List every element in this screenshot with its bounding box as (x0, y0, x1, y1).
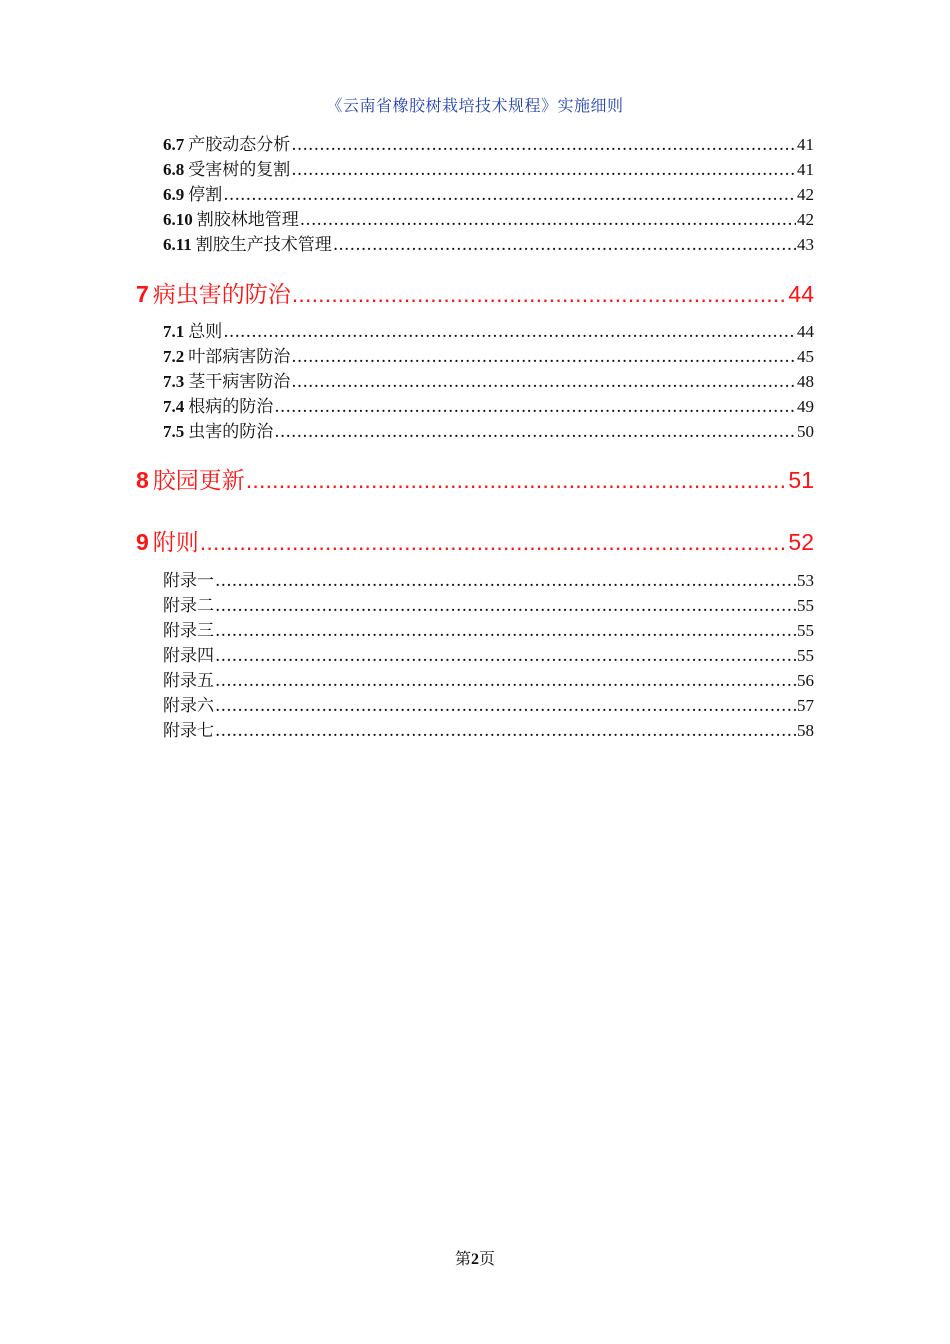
toc-appendix-page: 55 (797, 646, 814, 663)
toc-appendix-page: 55 (797, 621, 814, 638)
toc-appendix-title: 附录四 (163, 646, 214, 663)
toc-dot-leader (333, 235, 796, 252)
toc-dot-leader (215, 671, 796, 688)
toc-dot-leader (274, 397, 796, 414)
page-footer-suffix: 页 (479, 1249, 496, 1268)
toc-dot-leader (215, 696, 796, 713)
toc-entry-6-8[interactable] (163, 155, 814, 177)
toc-appendix-4[interactable] (163, 641, 814, 663)
toc-dot-leader (223, 322, 796, 339)
toc-chapter-number: 8 (136, 467, 149, 492)
toc-dot-leader (291, 135, 796, 152)
page-number: 2 (471, 1251, 479, 1268)
toc-chapter-title: 病虫害的防治 (152, 282, 291, 306)
toc-dot-leader (291, 160, 796, 177)
toc-appendix-title: 附录二 (163, 596, 214, 613)
toc-dot-leader (274, 422, 796, 439)
toc-chapter-number: 7 (136, 281, 149, 306)
toc-entry-page: 45 (797, 347, 814, 364)
toc-dot-leader (215, 721, 796, 738)
page-footer-prefix: 第 (454, 1249, 471, 1268)
toc-entry-7-1[interactable] (163, 317, 814, 339)
toc-dot-leader (223, 185, 796, 202)
toc-entry-6-9[interactable] (163, 180, 814, 202)
toc-entry-title: 受害树的复割 (188, 160, 291, 177)
toc-entry-number: 6.11 (163, 235, 192, 252)
toc-entry-page: 48 (797, 372, 814, 389)
toc-appendix-title: 附录五 (163, 671, 214, 688)
page-footer (0, 1246, 950, 1269)
toc-entry-number: 6.8 (163, 160, 185, 177)
toc-appendix-5[interactable] (163, 666, 814, 688)
toc-dot-leader (215, 621, 796, 638)
toc-appendix-page: 57 (797, 696, 814, 713)
toc-appendix-2[interactable] (163, 591, 814, 613)
toc-dot-leader (246, 467, 788, 492)
toc-entry-number: 7.1 (163, 322, 185, 339)
toc-dot-leader (292, 281, 788, 306)
toc-entry-title: 产胶动态分析 (188, 135, 291, 152)
toc-entry-title: 总则 (188, 322, 223, 339)
toc-entry-page: 49 (797, 397, 814, 414)
toc-chapter-9[interactable] (136, 524, 814, 554)
toc-entry-number: 7.4 (163, 397, 185, 414)
toc-entry-title: 根病的防治 (188, 397, 274, 414)
toc-appendix-3[interactable] (163, 616, 814, 638)
toc-entry-title: 茎干病害防治 (188, 372, 291, 389)
toc-entry-title: 割胶林地管理 (196, 210, 299, 227)
toc-appendix-1[interactable] (163, 566, 814, 588)
toc-appendix-6[interactable] (163, 691, 814, 713)
toc-entry-page: 43 (797, 235, 814, 252)
toc-appendix-title: 附录六 (163, 696, 214, 713)
toc-chapter-page: 44 (788, 281, 814, 306)
toc-appendix-title: 附录七 (163, 721, 214, 738)
toc-entry-number: 6.7 (163, 135, 185, 152)
toc-dot-leader (200, 529, 788, 554)
toc-entry-title: 停割 (188, 185, 223, 202)
toc-chapter-7[interactable] (136, 276, 814, 306)
toc-entry-page: 44 (797, 322, 814, 339)
toc-chapter-title: 胶园更新 (152, 468, 245, 492)
toc-entry-6-10[interactable] (163, 205, 814, 227)
toc-entry-6-11[interactable] (163, 230, 814, 252)
toc-appendix-title: 附录一 (163, 571, 214, 588)
toc-appendix-title: 附录三 (163, 621, 214, 638)
toc-entry-number: 7.5 (163, 422, 185, 439)
toc-entry-number: 6.9 (163, 185, 185, 202)
toc-entry-page: 42 (797, 210, 814, 227)
toc-entry-7-5[interactable] (163, 417, 814, 439)
toc-dot-leader (215, 596, 796, 613)
toc-entry-page: 42 (797, 185, 814, 202)
toc-entry-title: 叶部病害防治 (188, 347, 291, 364)
toc-dot-leader (215, 571, 796, 588)
toc-entry-number: 7.2 (163, 347, 185, 364)
toc-entry-number: 7.3 (163, 372, 185, 389)
toc-appendix-7[interactable] (163, 716, 814, 738)
toc-chapter-number: 9 (136, 529, 149, 554)
toc-appendix-page: 55 (797, 596, 814, 613)
toc-entry-page: 41 (797, 160, 814, 177)
toc-entry-title: 割胶生产技术管理 (195, 235, 332, 252)
toc-appendix-page: 53 (797, 571, 814, 588)
toc-appendix-page: 58 (797, 721, 814, 738)
toc-entry-7-2[interactable] (163, 342, 814, 364)
toc-dot-leader (300, 210, 796, 227)
page-header-title: 《云南省橡胶树栽培技术规程》实施细则 (326, 96, 624, 115)
toc-entry-title: 虫害的防治 (188, 422, 274, 439)
toc-entry-7-4[interactable] (163, 392, 814, 414)
toc-entry-7-3[interactable] (163, 367, 814, 389)
toc-entry-page: 41 (797, 135, 814, 152)
toc-chapter-title: 附则 (152, 530, 199, 554)
toc-dot-leader (291, 372, 796, 389)
toc-entry-6-7[interactable] (163, 130, 814, 152)
toc-appendix-page: 56 (797, 671, 814, 688)
toc-entry-number: 6.10 (163, 210, 193, 227)
toc-entry-page: 50 (797, 422, 814, 439)
toc-dot-leader (291, 347, 796, 364)
toc-dot-leader (215, 646, 796, 663)
toc-chapter-page: 51 (788, 467, 814, 492)
toc-chapter-page: 52 (788, 529, 814, 554)
toc-chapter-8[interactable] (136, 462, 814, 492)
